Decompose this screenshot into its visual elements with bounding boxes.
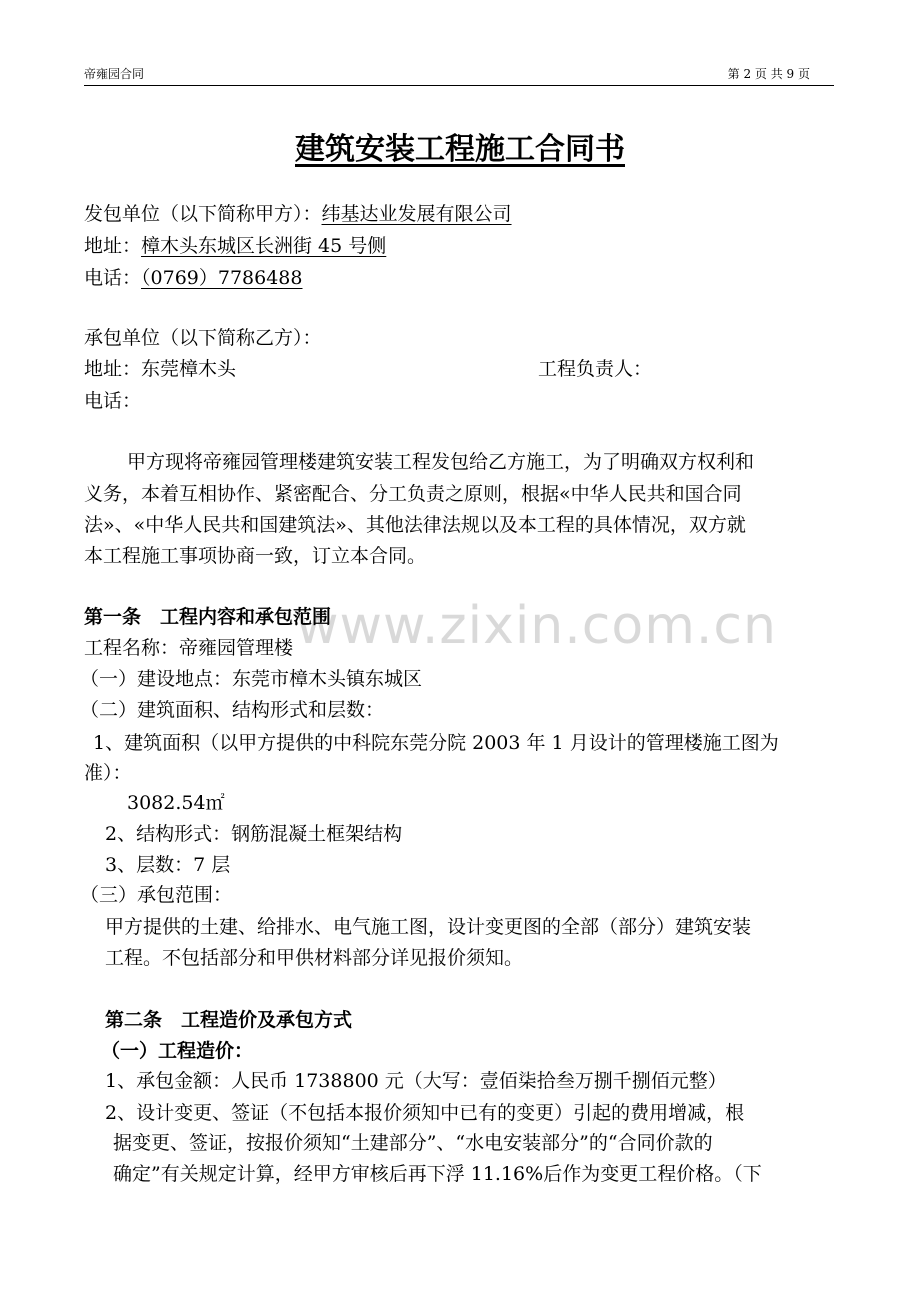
project-name: 工程名称：帝雍园管理楼 — [84, 637, 294, 659]
area-value: 3082.54㎡ — [127, 792, 225, 814]
party-a-address-label: 地址： — [84, 235, 142, 257]
party-b-label: 承包单位（以下简称乙方）： — [84, 327, 322, 349]
party-b-manager-label: 工程负责人： — [538, 358, 653, 380]
party-a-address: 樟木头东城区长洲街 45 号侧 — [141, 235, 387, 257]
construction-site: （一）建设地点：东莞市樟木头镇东城区 — [80, 668, 423, 690]
party-a-name: 纬基达业发展有限公司 — [321, 203, 512, 225]
page-header — [84, 66, 834, 86]
price-heading: （一）工程造价： — [101, 1040, 254, 1062]
area-line: 准）： — [84, 762, 132, 784]
party-a-address-line — [84, 233, 386, 259]
party-b-address-label: 地址： — [84, 358, 142, 380]
party-a-phone: （0769）7786488 — [141, 267, 303, 289]
floor-count: 3、层数：7 层 — [105, 854, 231, 876]
article1-heading: 第一条 工程内容和承包范围 — [84, 606, 332, 628]
intro-line: 义务，本着互相协作、紧密配合、分工负责之原则，根据«中华人民共和国合同 — [84, 483, 742, 505]
structure-type: 2、结构形式：钢筋混凝土框架结构 — [105, 823, 403, 845]
area-line: 1、建筑面积（以甲方提供的中科院东莞分院 2003 年 1 月设计的管理楼施工图为 — [93, 732, 779, 754]
intro-line: 法»、«中华人民共和国建筑法»、其他法律法规以及本工程的具体情况，双方就 — [84, 514, 746, 536]
party-a-line — [84, 201, 512, 227]
party-a-phone-line — [84, 265, 303, 291]
article2-heading: 第二条 工程造价及承包方式 — [105, 1009, 353, 1031]
contract-amount: 1、承包金额：人民币 1738800 元（大写：壹佰柒拾叁万捌千捌佰元整） — [105, 1070, 727, 1092]
variation-line: 据变更、签证，按报价须知“土建部分”、“水电安装部分”的“合同价款的 — [113, 1132, 713, 1154]
header-page-number: 第 2 页 共 9 页 — [727, 67, 810, 81]
party-a-phone-label: 电话： — [84, 267, 142, 289]
title-text: 建筑安装工程施工合同书 — [295, 132, 625, 167]
watermark: www.zixin.com.cn — [296, 596, 777, 656]
variation-line: 确定”有关规定计算，经甲方审核后再下浮 11.16%后作为变更工程价格。（下 — [113, 1163, 762, 1185]
area-heading: （二）建筑面积、结构形式和层数： — [80, 699, 385, 721]
party-b-phone-label: 电话： — [84, 390, 142, 412]
scope-heading: （三）承包范围： — [80, 884, 233, 906]
scope-line: 工程。不包括部分和甲供材料部分详见报价须知。 — [105, 947, 524, 969]
intro-line: 本工程施工事项协商一致，订立本合同。 — [84, 545, 427, 567]
header-doc-name: 帝雍园合同 — [84, 67, 145, 81]
document-title — [0, 124, 920, 168]
intro-line: 甲方现将帝雍园管理楼建筑安装工程发包给乙方施工，为了明确双方权利和 — [127, 451, 755, 473]
party-b-address-line — [84, 356, 236, 382]
party-b-address: 东莞樟木头 — [141, 358, 237, 380]
variation-line: 2、设计变更、签证（不包括本报价须知中已有的变更）引起的费用增减，根 — [105, 1102, 745, 1124]
party-a-label: 发包单位（以下简称甲方）： — [84, 203, 322, 225]
scope-line: 甲方提供的土建、给排水、电气施工图，设计变更图的全部（部分）建筑安装 — [105, 916, 752, 938]
